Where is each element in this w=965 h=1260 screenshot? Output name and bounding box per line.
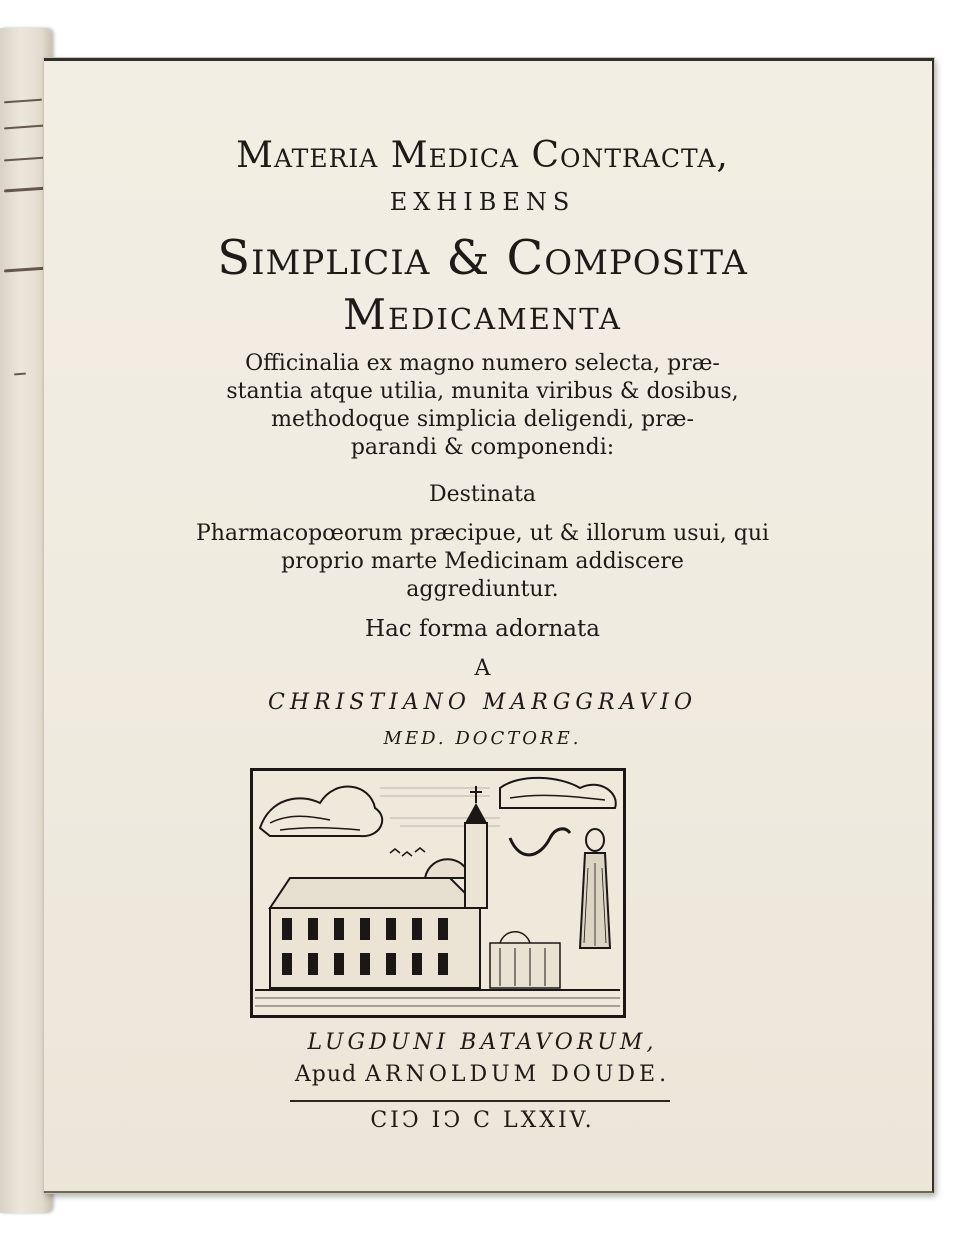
description-block bbox=[0, 350, 965, 462]
title-line-4: Medicamenta bbox=[343, 290, 622, 339]
title-line-2: EXHIBENS bbox=[389, 188, 576, 216]
imprint-place: LUGDUNI BATAVORUM, bbox=[307, 1030, 658, 1055]
destinata-heading: Destinata bbox=[428, 482, 537, 507]
handwriting-mark bbox=[4, 99, 42, 104]
description-line: Officinalia ex magno numero selecta, præ- bbox=[245, 351, 720, 376]
imprint-date: CIↃ IↃ C LXXIV. bbox=[370, 1108, 595, 1133]
imprint-rule bbox=[290, 1100, 670, 1102]
author-degree: MED. DOCTORE. bbox=[383, 728, 582, 749]
purpose-block bbox=[0, 520, 965, 604]
publisher-name: ARNOLDUM DOUDE. bbox=[365, 1062, 671, 1087]
description-line: methodoque simplicia deligendi, præ- bbox=[271, 407, 694, 432]
woodcut-illustration bbox=[250, 768, 626, 1018]
publisher-prefix: Apud bbox=[294, 1062, 358, 1087]
purpose-line: proprio marte Medicinam addiscere bbox=[281, 549, 684, 574]
title-line-3: Simplicia & Composita bbox=[217, 230, 748, 286]
description-line: parandi & componendi: bbox=[350, 435, 615, 460]
imprint-publisher bbox=[0, 1062, 965, 1087]
handwriting-mark bbox=[4, 125, 44, 130]
description-line: stantia atque utilia, munita viribus & dosibus, bbox=[226, 379, 739, 404]
purpose-line: Pharmacopœorum præcipue, ut & illorum usui, qui bbox=[195, 521, 770, 546]
author-prefix: A bbox=[474, 656, 491, 681]
title-line-1: Materia Medica Contracta, bbox=[236, 135, 729, 176]
author-name: CHRISTIANO MARGGRAVIO bbox=[268, 690, 697, 715]
hac-forma-line: Hac forma adornata bbox=[365, 616, 600, 642]
purpose-line: aggrediuntur. bbox=[406, 577, 559, 602]
